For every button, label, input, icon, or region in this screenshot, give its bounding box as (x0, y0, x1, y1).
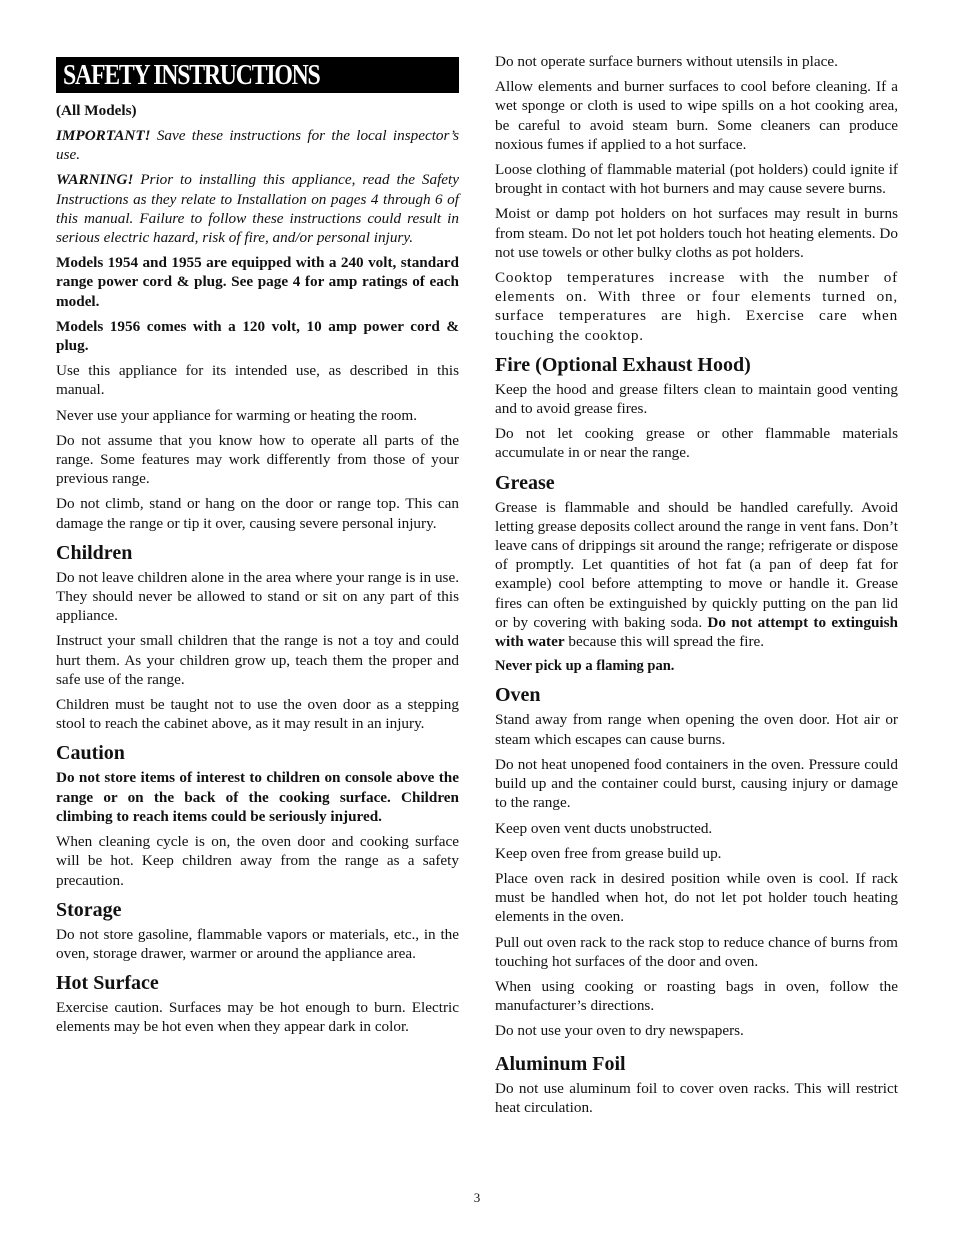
page-number: 3 (473, 1190, 481, 1205)
grease-para (495, 498, 898, 652)
grease-tail: because this will spread the fire. (568, 633, 765, 651)
right-column (495, 52, 898, 1123)
fire-heading: Fire (Optional Exhaust Hood) (495, 353, 751, 376)
caution-heading: Caution (56, 742, 125, 765)
general-para: Do not assume that you know how to operate all parts of the range. Some features may work differently from those of your previous range. (56, 431, 459, 488)
important-text: Save these instructions for the local inspector’s use. (56, 127, 460, 164)
oven-heading: Oven (495, 684, 541, 707)
important-note (56, 126, 459, 164)
caution-para: When cleaning cycle is on, the oven door and cooking surface will be hot. Keep children away from the range as a safety precaution. (56, 833, 459, 889)
oven-para: Do not use your oven to dry newspapers. (495, 1022, 744, 1040)
grease-text: Grease is flammable and should be handled carefully. Avoid letting grease deposits collect around the range in vent fans. Don’t leave cans of drippings sit around the range; refrigerate or dispose of promptly. Let quantities of hot fat (a pan of deep fat for example) cool before attempting to move or handle it. Grease fires can often be extinguished by quickly putting on the pan lid or by covering with baking soda. (495, 498, 898, 631)
title-banner (56, 57, 459, 93)
burner-para: Moist or damp pot holders on hot surfaces may result in burns from steam. Do not let pot holders touch hot heating elements. Do not use towels or other bulky cloths as pot holders. (495, 205, 898, 261)
oven-para: Place oven rack in desired position while oven is cool. If rack must be handled when hot, do not let pot holder touch heating elements in the oven. (495, 869, 898, 926)
caution-bold-para: Do not store items of interest to children on console above the range or on the back of the cooking surface. Children climbing to reach items could be seriously injured. (56, 769, 459, 825)
burner-para: Loose clothing of flammable material (pot holders) could ignite if brought in contact with hot burners and may cause severe burns. (495, 161, 898, 198)
warning-lead: WARNING! (56, 171, 134, 189)
oven-para: Keep oven free from grease build up. (495, 844, 722, 862)
warning-note (56, 170, 459, 247)
oven-para: Do not heat unopened food containers in the oven. Pressure could build up and the container could burst, causing injury or damage to the range. (495, 755, 898, 812)
burner-para: Allow elements and burner surfaces to cool before cleaning. If a wet sponge or cloth is used to wipe spills on a hot cooking area, be careful to avoid steam burn. Some cleaners can produce noxious fumes if applied to a hot surface. (495, 78, 898, 153)
foil-heading: Aluminum Foil (495, 1052, 626, 1075)
models-1954-note: Models 1954 and 1955 are equipped with a 240 volt, standard range power cord & plug. See page 4 for amp ratings of each model. (56, 254, 459, 310)
oven-para: Pull out oven rack to the rack stop to reduce chance of burns from touching hot surfaces of the door and oven. (495, 933, 898, 970)
models-1956-note: Models 1956 comes with a 120 volt, 10 amp power cord & plug. (56, 317, 459, 355)
left-column (56, 57, 459, 1043)
oven-para: When using cooking or roasting bags in oven, follow the manufacturer’s directions. (495, 977, 898, 1015)
hot-surface-heading: Hot Surface (56, 972, 159, 995)
general-para: Use this appliance for its intended use, as described in this manual. (56, 362, 459, 399)
general-para: Do not climb, stand or hang on the door or range top. This can damage the range or tip it over, causing severe personal injury. (56, 495, 459, 532)
burner-para: Do not operate surface burners without utensils in place. (495, 53, 838, 70)
grease-heading: Grease (495, 471, 555, 494)
foil-para: Do not use aluminum foil to cover oven racks. This will restrict heat circulation. (495, 1079, 898, 1116)
warning-text: Prior to installing this appliance, read the Safety Instructions as they relate to Installation on pages 4 through 6 of this manual. Failure to follow these instructions could result in serious electric hazard, risk of fire, and/or personal injury. (56, 171, 459, 247)
hot-surface-para: Exercise caution. Surfaces may be hot enough to burn. Electric elements may be hot even when they appear dark in color. (56, 999, 459, 1036)
all-models-label: (All Models) (56, 102, 137, 119)
oven-para: Stand away from range when opening the oven door. Hot air or steam which escapes can cause burns. (495, 711, 898, 748)
children-heading: Children (56, 541, 133, 564)
storage-heading: Storage (56, 898, 122, 921)
children-para: Instruct your small children that the range is not a toy and could hurt them. As your children grow up, teach them the proper and safe use of the range. (56, 632, 459, 688)
children-para: Do not leave children alone in the area where your range is in use. They should never be allowed to stand or sit on any part of this appliance. (56, 568, 459, 625)
fire-para: Keep the hood and grease filters clean to maintain good venting and to avoid grease fires. (495, 380, 898, 418)
important-lead: IMPORTANT! (56, 127, 151, 144)
storage-para: Do not store gasoline, flammable vapors or materials, etc., in the oven, storage drawer, warmer or around the appliance area. (56, 925, 459, 962)
flaming-pan-warning: Never pick up a flaming pan. (495, 658, 675, 675)
page-title: SAFETY INSTRUCTIONS (63, 59, 320, 91)
burner-para: Cooktop temperatures increase with the number of elements on. With three or four elements turned on, surface temperatures are high. Exercise care when touching the cooktop. (495, 269, 898, 344)
children-para: Children must be taught not to use the oven door as a stepping stool to reach the cabinet above, as it may result in an injury. (56, 696, 459, 733)
grease-bold-warning: Do not attempt to extinguish with water (495, 613, 898, 651)
oven-para: Keep oven vent ducts unobstructed. (495, 819, 713, 837)
general-para: Never use your appliance for warming or heating the room. (56, 406, 417, 424)
fire-para: Do not let cooking grease or other flammable materials accumulate in or near the range. (495, 425, 898, 462)
